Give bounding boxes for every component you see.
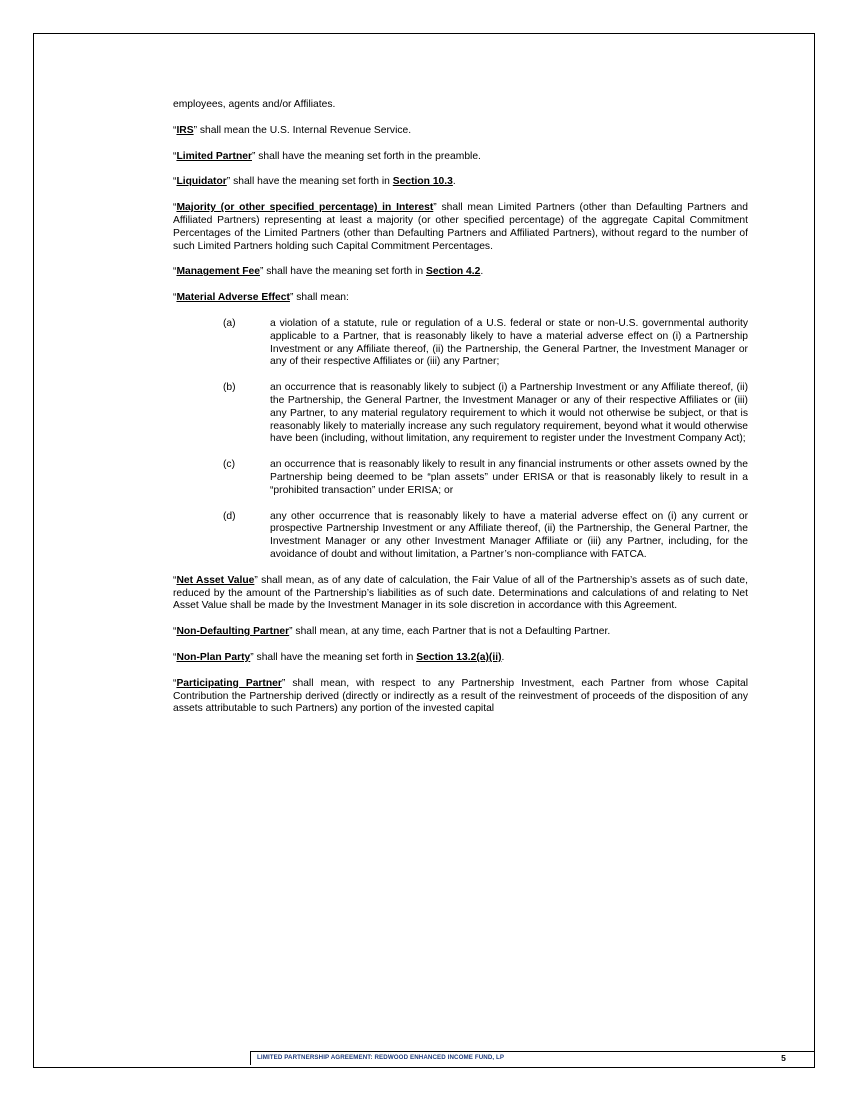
definition-management-fee: “Management Fee” shall have the meaning set forth in Section 4.2. xyxy=(173,266,484,278)
definition-non-defaulting-partner: “Non-Defaulting Partner” shall mean, at any time, each Partner that is not a Defaulting Partner. xyxy=(173,626,611,638)
definition-non-plan-party: “Non-Plan Party” shall have the meaning set forth in Section 13.2(a)(ii). xyxy=(173,651,505,663)
definition-participating-partner: “Participating Partner” shall mean, with respect to any Partnership Investment, each Partner from whose Capital Contribution the Partnership derived (directly or indirectly as a result of the reinvestment of proceeds of the disposition of any assets attributable to such Partners) any portion of the invested capital xyxy=(173,677,748,715)
definition-irs: “IRS” shall mean the U.S. Internal Revenue Service. xyxy=(173,124,412,136)
definition-net-asset-value: “Net Asset Value” shall mean, as of any date of calculation, the Fair Value of all of the Partnership’s assets as of such date, reduced by the amount of the Partnership’s liabilities as of such date. Determinations and calculations of and relating to Net Asset Value shall be made by the Investment Manager in its sole discretion in accordance with this Agreement. xyxy=(173,574,748,612)
definition-material-adverse-effect: “Material Adverse Effect” shall mean: xyxy=(173,292,349,304)
defined-term: Participating Partner xyxy=(176,677,282,689)
section-reference: Section 13.2(a)(ii) xyxy=(416,651,502,663)
list-item xyxy=(173,318,748,369)
list-item xyxy=(173,382,748,446)
definition-liquidator: “Liquidator” shall have the meaning set forth in Section 10.3. xyxy=(173,176,456,188)
defined-term: Non-Defaulting Partner xyxy=(176,626,290,638)
defined-term: Material Adverse Effect xyxy=(176,292,290,304)
defined-term: Majority (or other specified percentage) in Interest xyxy=(176,202,434,214)
item-text: a violation of a statute, rule or regulation of a U.S. federal or state or non-U.S. governmental authority applicable to a Partner, that is reasonably likely to have a material adverse effect on (i) a Partnership Investment or any Affiliate thereof, (ii) the Partnership, the General Partner, the Investment Manager or any of their respective Affiliates or (iii) any Partner; xyxy=(270,317,748,368)
item-label: (a) xyxy=(223,317,236,329)
defined-term: Management Fee xyxy=(176,266,260,278)
item-text: an occurrence that is reasonably likely to result in any financial instruments or other assets owned by the Partnership being deemed to be “plan assets” under ERISA or that is reasonably likely to result in a “prohibited transaction” under ERISA; or xyxy=(270,459,748,496)
page-footer xyxy=(250,1051,814,1065)
paragraph-continuation: employees, agents and/or Affiliates. xyxy=(173,99,336,110)
section-reference: Section 4.2 xyxy=(425,266,481,278)
list-item xyxy=(173,459,748,497)
page-number: 5 xyxy=(781,1053,786,1063)
footer-title: LIMITED PARTNERSHIP AGREEMENT: REDWOOD ENHANCED INCOME FUND, LP xyxy=(257,1054,505,1061)
item-label: (b) xyxy=(223,382,236,394)
defined-term: Liquidator xyxy=(176,176,227,188)
document-body xyxy=(173,99,748,729)
item-label: (d) xyxy=(223,510,236,522)
defined-term: Net Asset Value xyxy=(176,574,255,586)
definition-majority-in-interest: “Majority (or other specified percentage) in Interest” shall mean Limited Partners (other than Defaulting Partners and Affiliated Partners) representing at least a majority (or other specified percentage) of the aggregate Capital Commitment Percentages of the Limited Partners (other than Defaulting Partners and Affiliated Partners), without regard to the number of such Limited Partners holding such Capital Commitment Percentages. xyxy=(173,202,748,252)
defined-term: Non-Plan Party xyxy=(176,651,251,663)
item-text: any other occurrence that is reasonably likely to have a material adverse effect on (i) any current or prospective Partnership Investment or any Affiliate thereof, (ii) the Partnership, the General Partner, the Investment Manager or any other Investment Manager Affiliate or (iii) any Partner, including, for the avoidance of doubt and without limitation, a Partner’s non-compliance with FATCA. xyxy=(270,510,748,560)
defined-term: IRS xyxy=(176,124,194,136)
definition-limited-partner: “Limited Partner” shall have the meaning set forth in the preamble. xyxy=(173,150,481,162)
section-reference: Section 10.3 xyxy=(392,176,453,188)
item-label: (c) xyxy=(223,459,236,471)
item-text: an occurrence that is reasonably likely to subject (i) a Partnership Investment or any Affiliate thereof, (ii) the Partnership, the General Partner, the Investment Manager or any of their respective Affiliates or (iii) any Partner, to any material regulatory requirement to which it would not otherwise be subject, or that is reasonably likely to materially increase any such regulatory requirement, beyond what it would otherwise have been (including, without limitation, any requirement to register under the Investment Company Act); xyxy=(270,382,748,445)
defined-term: Limited Partner xyxy=(176,150,252,162)
list-item xyxy=(173,511,748,562)
